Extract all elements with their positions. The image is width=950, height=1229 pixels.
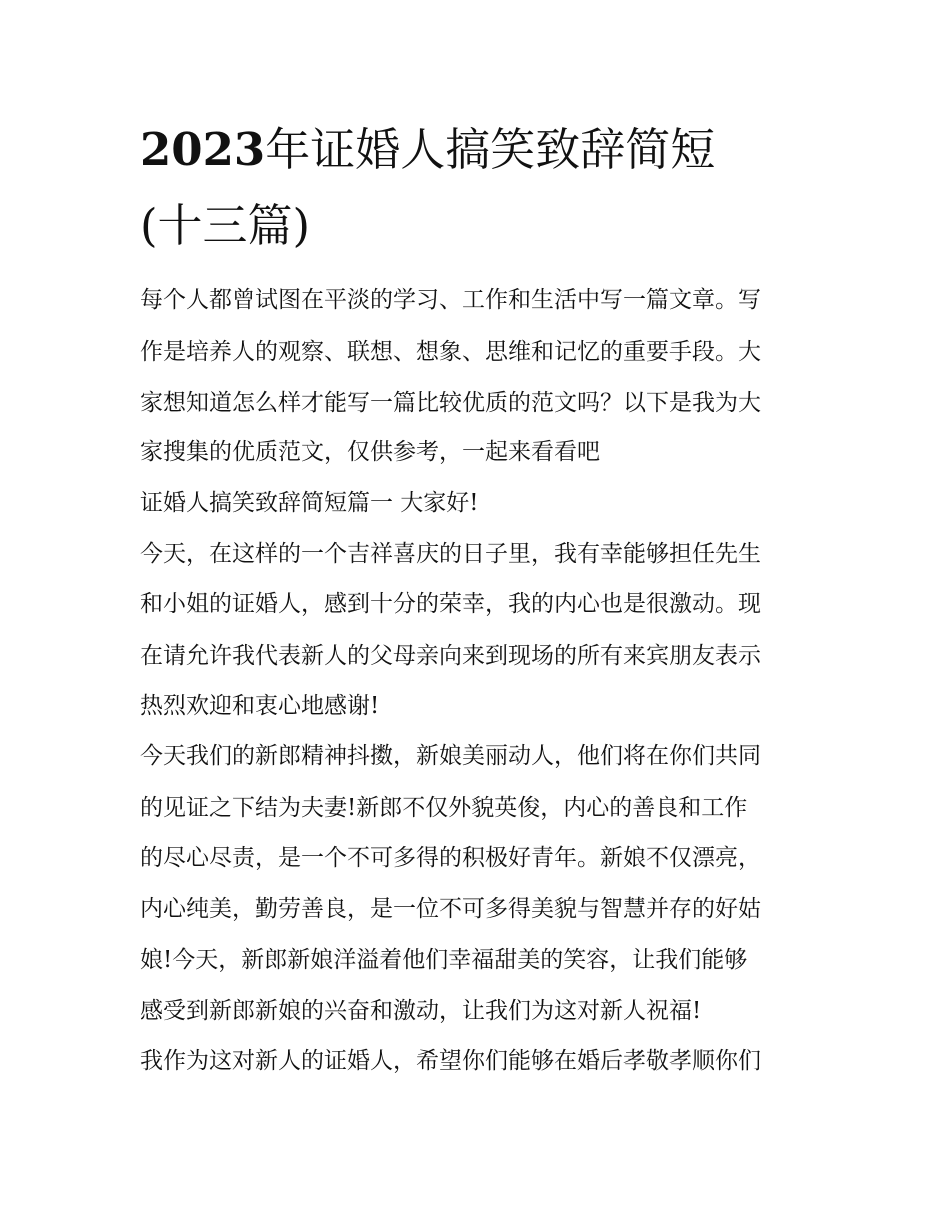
text-line: 的见证之下结为夫妻!新郎不仅外貌英俊，内心的善良和工作 xyxy=(140,795,748,821)
section-heading-line: 证婚人搞笑致辞简短篇一 大家好! xyxy=(140,490,479,516)
text-line: 今天，在这样的一个吉祥喜庆的日子里，我有幸能够担任先生 xyxy=(140,541,761,567)
title-line2-text: (十三篇) xyxy=(140,199,311,252)
text-line: 和小姐的证婚人，感到十分的荣幸，我的内心也是很激动。现 xyxy=(140,591,761,617)
text-line: 的尽心尽责，是一个不可多得的积极好青年。新娘不仅漂亮， xyxy=(140,845,761,871)
document-title xyxy=(140,112,820,264)
text-line: 感受到新郎新娘的兴奋和激动，让我们为这对新人祝福! xyxy=(140,998,702,1024)
text-line: 娘!今天，新郎新娘洋溢着他们幸福甜美的笑容，让我们能够 xyxy=(140,947,748,973)
text-line: 热烈欢迎和衷心地感谢! xyxy=(140,693,380,719)
text-line: 在请允许我代表新人的父母亲向来到现场的所有来宾朋友表示 xyxy=(140,643,761,669)
title-line1-text: 年证婚人搞笑致辞简短 xyxy=(265,123,716,176)
text-line: 作是培养人的观察、联想、想象、思维和记忆的重要手段。大 xyxy=(140,339,761,365)
text-line: 我作为这对新人的证婚人，希望你们能够在婚后孝敬孝顺你们 xyxy=(140,1048,761,1074)
text-line: 家搜集的优质范文，仅供参考，一起来看看吧 xyxy=(140,439,600,465)
text-line: 家想知道怎么样才能写一篇比较优质的范文吗？以下是我为大 xyxy=(140,390,761,416)
text-line: 今天我们的新郎精神抖擞，新娘美丽动人，他们将在你们共同 xyxy=(140,743,761,769)
title-year: 2023 xyxy=(140,123,266,176)
text-line: 每个人都曾试图在平淡的学习、工作和生活中写一篇文章。写 xyxy=(140,287,761,313)
text-line: 内心纯美，勤劳善良，是一位不可多得美貌与智慧并存的好姑 xyxy=(140,896,761,922)
